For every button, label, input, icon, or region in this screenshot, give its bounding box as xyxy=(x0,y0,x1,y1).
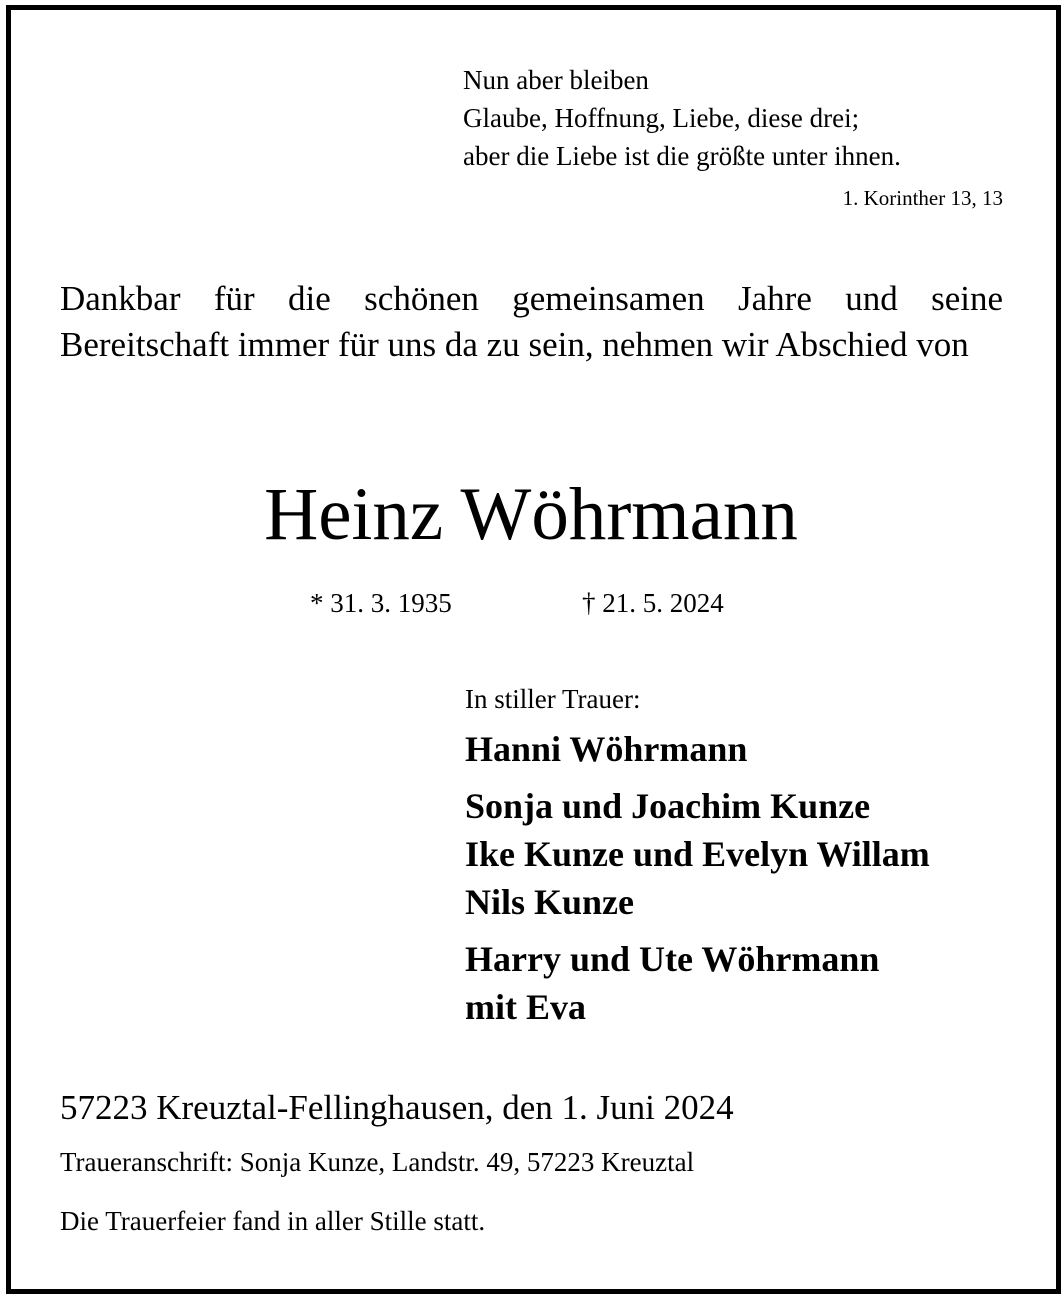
verse-line: Nun aber bleiben xyxy=(463,65,649,95)
mourner-group xyxy=(465,725,930,773)
mourner-group xyxy=(465,935,930,1031)
place-and-date: 57223 Kreuztal-Fellinghausen, den 1. Juni 2024 xyxy=(60,1088,734,1127)
mourner-name: Nils Kunze xyxy=(465,882,635,922)
mourning-label: In stiller Trauer: xyxy=(465,684,641,714)
ceremony-note: Die Trauerfeier fand in aller Stille statt. xyxy=(60,1206,486,1236)
mourners-list xyxy=(465,725,930,1040)
mourner-name: Hanni Wöhrmann xyxy=(465,729,748,769)
mourner-name: mit Eva xyxy=(465,987,586,1027)
mourning-address: Traueranschrift: Sonja Kunze, Landstr. 49, 57223 Kreuztal xyxy=(60,1147,695,1177)
mourner-name: Ike Kunze und Evelyn Willam xyxy=(465,834,930,874)
intro-text: Dankbar für die schönen gemeinsamen Jahre und seine Bereitschaft immer für uns da zu sein, nehmen wir Abschied von xyxy=(60,279,1003,364)
verse-reference: 1. Korinther 13, 13 xyxy=(842,186,1003,210)
mourner-name: Sonja und Joachim Kunze xyxy=(465,786,871,826)
verse-line: aber die Liebe ist die größte unter ihnen. xyxy=(463,141,901,171)
mourner-name: Harry und Ute Wöhrmann xyxy=(465,939,880,979)
mourner-group xyxy=(465,782,930,926)
birth-date: * 31. 3. 1935 xyxy=(310,588,452,618)
deceased-name: Heinz Wöhrmann xyxy=(264,473,798,556)
verse-line: Glaube, Hoffnung, Liebe, diese drei; xyxy=(463,103,860,133)
death-date: † 21. 5. 2024 xyxy=(582,588,724,618)
bible-verse xyxy=(463,61,901,175)
